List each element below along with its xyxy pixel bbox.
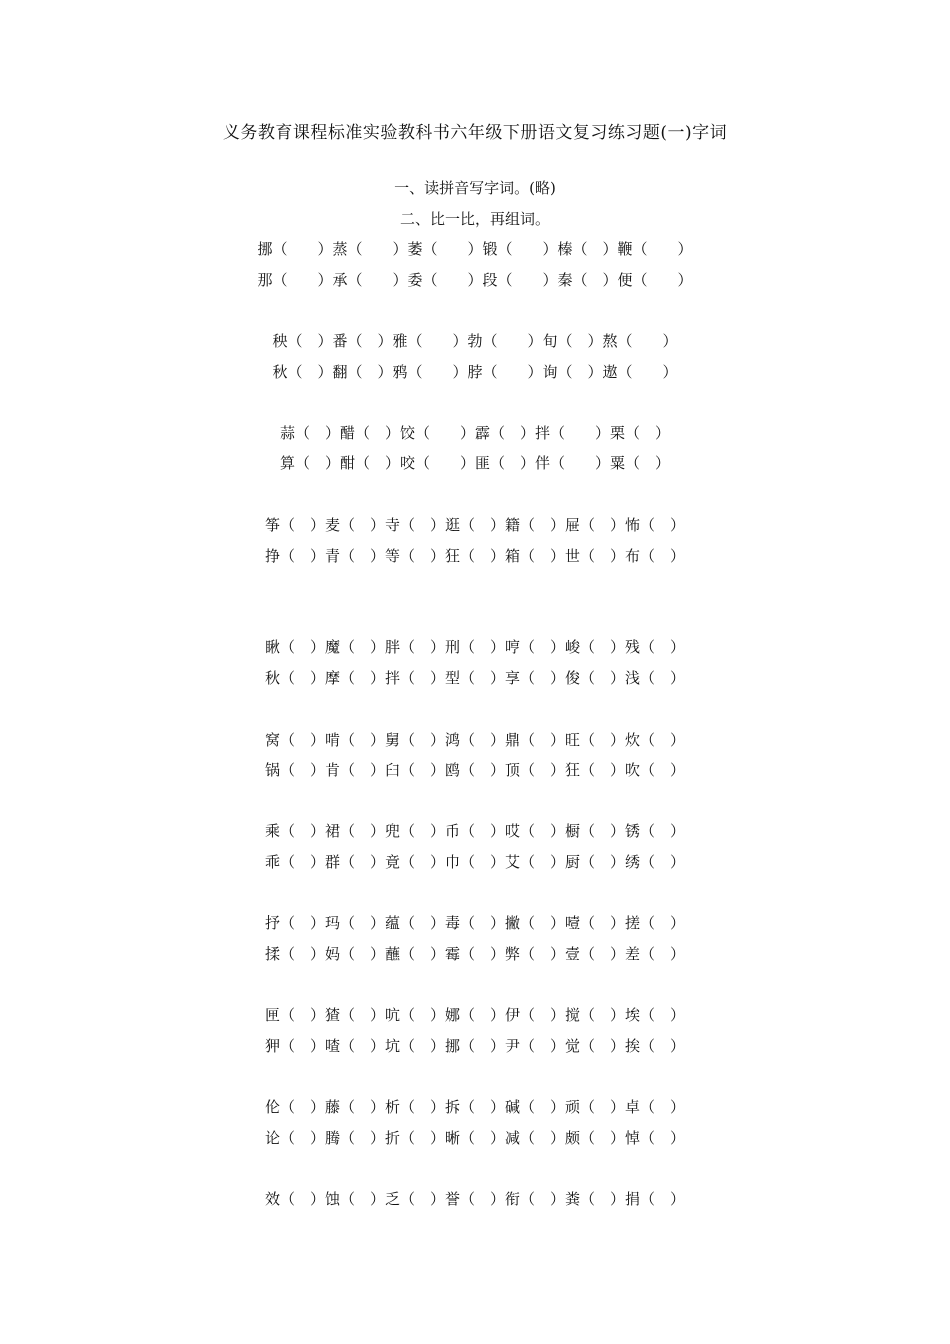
word-row: 蒜（ ）醋（ ）饺（ ）霹（ ）拌（ ）栗（ ） bbox=[279, 424, 670, 442]
word-row: 匣（ ）猹（ ）吭（ ）娜（ ）伊（ ）搅（ ）埃（ ） bbox=[264, 1006, 685, 1024]
word-row: 筝（ ）麦（ ）寺（ ）逛（ ）籍（ ）屉（ ）怖（ ） bbox=[264, 516, 685, 534]
word-row: 算（ ）酣（ ）咬（ ）匪（ ）伴（ ）粟（ ） bbox=[279, 454, 670, 472]
word-row: 伦（ ）藤（ ）析（ ）拆（ ）碱（ ）顽（ ）卓（ ） bbox=[264, 1098, 685, 1116]
word-row: 挣（ ）青（ ）等（ ）狂（ ）箱（ ）世（ ）布（ ） bbox=[264, 547, 685, 565]
page-title: 义务教育课程标准实验教科书六年级下册语文复习练习题(一)字词 bbox=[222, 123, 728, 143]
word-row: 揉（ ）妈（ ）蘸（ ）霉（ ）弊（ ）壹（ ）差（ ） bbox=[264, 945, 685, 963]
word-row: 挪（ ）蒸（ ）萎（ ）锻（ ）榛（ ）鞭（ ） bbox=[257, 240, 693, 258]
word-row: 那（ ）承（ ）委（ ）段（ ）秦（ ）便（ ） bbox=[257, 271, 693, 289]
word-row: 秋（ ）翻（ ）鸦（ ）脖（ ）询（ ）遨（ ） bbox=[272, 363, 678, 381]
word-row: 狎（ ）喳（ ）坑（ ）挪（ ）尹（ ）觉（ ）挨（ ） bbox=[264, 1037, 685, 1055]
word-row: 效（ ）蚀（ ）乏（ ）誉（ ）衔（ ）粪（ ）捐（ ） bbox=[264, 1190, 685, 1208]
word-row: 秧（ ）番（ ）雅（ ）勃（ ）旬（ ）熬（ ） bbox=[272, 332, 678, 350]
section-heading-compare-words: 二、比一比，再组词。 bbox=[399, 210, 550, 228]
word-row: 瞅（ ）魔（ ）胖（ ）刑（ ）哼（ ）峻（ ）残（ ） bbox=[264, 638, 685, 656]
section-heading-read-pinyin: 一、读拼音写字词。(略) bbox=[394, 179, 556, 197]
word-row: 乘（ ）裙（ ）兜（ ）币（ ）哎（ ）橱（ ）锈（ ） bbox=[264, 822, 685, 840]
word-row: 锅（ ）肯（ ）臼（ ）鸥（ ）顶（ ）狂（ ）吹（ ） bbox=[264, 761, 685, 779]
word-row: 抒（ ）玛（ ）蕴（ ）毒（ ）撇（ ）噎（ ）搓（ ） bbox=[264, 914, 685, 932]
word-row: 秋（ ）摩（ ）拌（ ）型（ ）享（ ）俊（ ）浅（ ） bbox=[264, 669, 685, 687]
word-row: 窝（ ）啃（ ）舅（ ）鸿（ ）鼎（ ）旺（ ）炊（ ） bbox=[264, 731, 685, 749]
word-row: 论（ ）腾（ ）折（ ）晰（ ）减（ ）颇（ ）悼（ ） bbox=[264, 1129, 685, 1147]
word-row: 乖（ ）群（ ）竟（ ）巾（ ）艾（ ）厨（ ）绣（ ） bbox=[264, 853, 685, 871]
